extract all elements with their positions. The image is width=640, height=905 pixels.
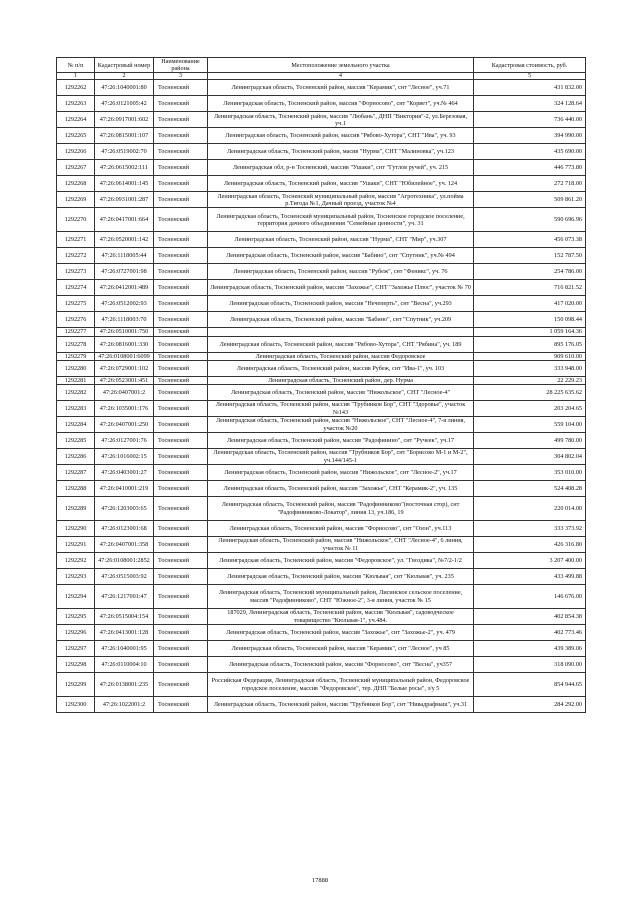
- district-cell: Тосненский: [154, 376, 208, 384]
- table-row: [57, 465, 586, 481]
- cadastral-number-cell: 47:26:0815001:107: [95, 128, 154, 144]
- district-cell: Тосненский: [154, 673, 208, 697]
- table-row: [57, 497, 586, 521]
- row-number-cell: 1292277: [57, 328, 95, 336]
- location-cell: Ленинградская область, Тосненский район, массив "Бабино", снт "Спутник", уч.№ 494: [208, 248, 474, 264]
- table-row: [57, 360, 586, 376]
- table-row: [57, 553, 586, 569]
- cadastral-number-cell: 47:26:1022001:2: [95, 697, 154, 713]
- row-number-cell: 1292294: [57, 585, 95, 609]
- cadastral-value-cell: 402 854.38: [474, 609, 586, 625]
- table-row: [57, 585, 586, 609]
- row-number-cell: 1292274: [57, 280, 95, 296]
- cadastral-number-cell: 47:26:0407001:2: [95, 385, 154, 401]
- table-row: [57, 449, 586, 465]
- cadastral-value-cell: 431 832.00: [474, 80, 586, 96]
- location-cell: Ленинградская область, Тосненский район, массив "Рябово-Хутора", СНТ "Рябина", уч. 189: [208, 336, 474, 352]
- cadastral-number-cell: 47:26:1118003:70: [95, 312, 154, 328]
- cadastral-value-cell: 284 292.00: [474, 697, 586, 713]
- cadastral-number-cell: 47:26:1016002:15: [95, 449, 154, 465]
- table-row: [57, 176, 586, 192]
- district-cell: Тосненский: [154, 417, 208, 433]
- row-number-cell: 1292263: [57, 96, 95, 112]
- cadastral-number-cell: 47:26:0520001:142: [95, 232, 154, 248]
- cadastral-value-cell: 220 014.00: [474, 497, 586, 521]
- row-number-cell: 1292265: [57, 128, 95, 144]
- table-row: [57, 697, 586, 713]
- district-cell: Тосненский: [154, 537, 208, 553]
- location-cell: 187029, Ленинградская область, Тосненский район, массив "Кюльвая", садоводческое товарищество "Кюльвая-1", уч.484.: [208, 609, 474, 625]
- location-cell: Ленинградская область, Тосненский район, массив "Нижольское", снт "Лесное-2", уч.17: [208, 465, 474, 481]
- cadastral-value-cell: 146 676.00: [474, 585, 586, 609]
- district-cell: Тосненский: [154, 697, 208, 713]
- header-row: [57, 58, 586, 73]
- district-cell: Тосненский: [154, 128, 208, 144]
- cadastral-number-cell: 47:26:0614001:145: [95, 176, 154, 192]
- location-cell: Ленинградская область, Тосненский район, массив "Нечеперть", снт "Весна", уч.293: [208, 296, 474, 312]
- location-cell: Ленинградская область, Тосненский район, массив "Рябово-Хутора", СНТ "Ива", уч. 93: [208, 128, 474, 144]
- table-row: [57, 569, 586, 585]
- table-row: [57, 673, 586, 697]
- row-number-cell: 1292280: [57, 360, 95, 376]
- cadastral-value-cell: 304 802.04: [474, 449, 586, 465]
- district-cell: Тосненский: [154, 80, 208, 96]
- cadastral-number-cell: 47:26:0413001:128: [95, 625, 154, 641]
- district-cell: Тосненский: [154, 176, 208, 192]
- table-row: [57, 96, 586, 112]
- table-row: [57, 128, 586, 144]
- cadastral-number-cell: 47:26:0108001:2852: [95, 553, 154, 569]
- location-cell: Ленинградская область, Тосненский муниципальный район, Лисинское сельское поселение, массив "Радофинниково", СНТ "Южное-2", 3-я линия, участок № 15: [208, 585, 474, 609]
- location-cell: Ленинградская область, Тосненский район, массив "Кюльвая", снт "Кюльвая", уч. 235: [208, 569, 474, 585]
- cadastral-number-cell: 47:26:0931001:287: [95, 192, 154, 208]
- cadastral-number-cell: 47:26:1035001:176: [95, 401, 154, 417]
- location-cell: Ленинградская область, Тосненский район, массив "Форносово", снт "Корвет", уч.№ 464: [208, 96, 474, 112]
- table-row: [57, 192, 586, 208]
- cadastral-value-cell: 272 718.00: [474, 176, 586, 192]
- district-cell: Тосненский: [154, 296, 208, 312]
- location-cell: Ленинградская область, Тосненский район, массив "Бабино", снт "Спутник", уч.209: [208, 312, 474, 328]
- row-number-cell: 1292272: [57, 248, 95, 264]
- row-number-cell: 1292293: [57, 569, 95, 585]
- table-row: [57, 112, 586, 128]
- district-cell: Тосненский: [154, 160, 208, 176]
- table-row: [57, 160, 586, 176]
- row-number-cell: 1292268: [57, 176, 95, 192]
- cadastral-number-cell: 47:26:1118005:44: [95, 248, 154, 264]
- location-cell: Ленинградская область, Тосненский район, массив "Трубников Бор", СНТ "Здоровье", участок №143: [208, 401, 474, 417]
- cadastral-number-cell: 47:26:0512002:93: [95, 296, 154, 312]
- cadastral-number-cell: 47:26:0515004:154: [95, 609, 154, 625]
- row-number-cell: 1292295: [57, 609, 95, 625]
- location-cell: Ленинградская область, Тосненский район, массив "Радофинино", снт "Ручеек", уч.17: [208, 433, 474, 449]
- header-cadastral-number: Кадастровый номер: [95, 58, 154, 73]
- header-location: Местоположение земельного участка: [208, 58, 474, 73]
- cadastral-value-cell: 22 229.23: [474, 376, 586, 384]
- district-cell: Тосненский: [154, 569, 208, 585]
- district-cell: Тосненский: [154, 385, 208, 401]
- column-index-row: [57, 73, 586, 80]
- row-number-cell: 1292262: [57, 80, 95, 96]
- row-number-cell: 1292287: [57, 465, 95, 481]
- location-cell: Ленинградская область, Тосненский район, массив "Ушаки", СНТ "Юбилейное", уч. 124: [208, 176, 474, 192]
- table-row: [57, 312, 586, 328]
- district-cell: Тосненский: [154, 192, 208, 208]
- district-cell: Тосненский: [154, 641, 208, 657]
- location-cell: [208, 328, 474, 336]
- cadastral-value-cell: 456 073.38: [474, 232, 586, 248]
- district-cell: Тосненский: [154, 433, 208, 449]
- cadastral-value-cell: 736 440.00: [474, 112, 586, 128]
- cadastral-table-container: [56, 57, 585, 713]
- row-number-cell: 1292289: [57, 497, 95, 521]
- district-cell: Тосненский: [154, 96, 208, 112]
- location-cell: Ленинградская область, Тосненский муниципальный район, Тосненское городское поселение, территория дачного объединения "Семейные ценности", уч. 31: [208, 208, 474, 232]
- row-number-cell: 1292282: [57, 385, 95, 401]
- cadastral-number-cell: 47:26:0403001:27: [95, 465, 154, 481]
- location-cell: Ленинградская область, Тосненский район, массив "Любань", ДНП "Виктория"-2, ул.Березовая, уч.1: [208, 112, 474, 128]
- row-number-cell: 1292275: [57, 296, 95, 312]
- column-index: 3: [154, 73, 208, 80]
- cadastral-value-cell: 254 786.00: [474, 264, 586, 280]
- cadastral-number-cell: 47:26:0110004:10: [95, 657, 154, 673]
- table-row: [57, 609, 586, 625]
- table-row: [57, 144, 586, 160]
- location-cell: Ленинградская область, Тосненский район, масив "Нурма", СНТ "Малиновка", уч.123: [208, 144, 474, 160]
- row-number-cell: 1292276: [57, 312, 95, 328]
- cadastral-number-cell: 47:26:0519002:70: [95, 144, 154, 160]
- location-cell: Ленинградская область, Тосненский район, массив "Керамик", снт "Лесное", уч.71: [208, 80, 474, 96]
- table-row: [57, 336, 586, 352]
- district-cell: Тосненский: [154, 112, 208, 128]
- location-cell: Ленинградская область, Тосненский район, массив "Захожье", СНТ "Захожье Плюс", участок № 70: [208, 280, 474, 296]
- cadastral-value-cell: 426 316.80: [474, 537, 586, 553]
- table-row: [57, 248, 586, 264]
- cadastral-value-cell: 333 948.00: [474, 360, 586, 376]
- table-row: [57, 625, 586, 641]
- column-index: 5: [474, 73, 586, 80]
- location-cell: Ленинградская область, Тосненский район, массив "Захожье", снт "Захожье-2", уч. 479: [208, 625, 474, 641]
- district-cell: Тосненский: [154, 328, 208, 336]
- table-row: [57, 641, 586, 657]
- table-row: [57, 376, 586, 384]
- cadastral-number-cell: 47:26:0917001:602: [95, 112, 154, 128]
- table-row: [57, 521, 586, 537]
- cadastral-number-cell: 47:26:1217001:47: [95, 585, 154, 609]
- table-row: [57, 280, 586, 296]
- district-cell: Тосненский: [154, 264, 208, 280]
- column-index: 4: [208, 73, 474, 80]
- district-cell: Тосненский: [154, 232, 208, 248]
- cadastral-value-cell: 509 861.20: [474, 192, 586, 208]
- cadastral-number-cell: 47:26:0121005:42: [95, 96, 154, 112]
- row-number-cell: 1292278: [57, 336, 95, 352]
- district-cell: Тосненский: [154, 248, 208, 264]
- cadastral-value-cell: 524 408.28: [474, 481, 586, 497]
- cadastral-value-cell: 353 010.00: [474, 465, 586, 481]
- page-number: 17888: [311, 877, 329, 884]
- location-cell: Ленинградская область, Тосненский район, массив "Федоровское", ул. "Гвоздика", №7/2-1/2: [208, 553, 474, 569]
- column-index: 2: [95, 73, 154, 80]
- location-cell: Ленинградская обл, р-н Тосненский, массив "Ушаки", снт "Гутлов ручей", уч. 215: [208, 160, 474, 176]
- row-number-cell: 1292264: [57, 112, 95, 128]
- district-cell: Тосненский: [154, 312, 208, 328]
- cadastral-number-cell: 47:26:0127001:76: [95, 433, 154, 449]
- cadastral-value-cell: 499 780.00: [474, 433, 586, 449]
- district-cell: Тосненский: [154, 481, 208, 497]
- cadastral-value-cell: 909 610.00: [474, 352, 586, 360]
- row-number-cell: 1292291: [57, 537, 95, 553]
- cadastral-number-cell: 47:26:0123001:68: [95, 521, 154, 537]
- cadastral-value-table: [56, 57, 586, 713]
- table-row: [57, 657, 586, 673]
- row-number-cell: 1292281: [57, 376, 95, 384]
- district-cell: Тосненский: [154, 609, 208, 625]
- district-cell: Тосненский: [154, 401, 208, 417]
- row-number-cell: 1292266: [57, 144, 95, 160]
- table-row: [57, 352, 586, 360]
- cadastral-number-cell: 47:26:1040001:95: [95, 641, 154, 657]
- district-cell: Тосненский: [154, 352, 208, 360]
- cadastral-value-cell: 318 090.00: [474, 657, 586, 673]
- cadastral-value-cell: 3 207 400.00: [474, 553, 586, 569]
- location-cell: Ленинградская область, Тосненский район, массив "Трубников Бор", снт "Борисово М-1 и М-2", уч.144/145-1: [208, 449, 474, 465]
- table-row: [57, 328, 586, 336]
- cadastral-number-cell: 47:26:0727001:98: [95, 264, 154, 280]
- row-number-cell: 1292285: [57, 433, 95, 449]
- cadastral-number-cell: 47:26:0816001:330: [95, 336, 154, 352]
- location-cell: Ленинградская область, Тосненский район, массив Рубеж, снт "Ива-1", уч. 103: [208, 360, 474, 376]
- district-cell: Тосненский: [154, 521, 208, 537]
- table-body: [57, 80, 586, 713]
- cadastral-value-cell: 559 104.00: [474, 417, 586, 433]
- cadastral-value-cell: 417 020.00: [474, 296, 586, 312]
- row-number-cell: 1292300: [57, 697, 95, 713]
- cadastral-value-cell: 394 990.00: [474, 128, 586, 144]
- table-row: [57, 433, 586, 449]
- cadastral-number-cell: 47:26:0410001:219: [95, 481, 154, 497]
- row-number-cell: 1292298: [57, 657, 95, 673]
- cadastral-value-cell: 854 944.65: [474, 673, 586, 697]
- row-number-cell: 1292270: [57, 208, 95, 232]
- cadastral-value-cell: 1 059 164.36: [474, 328, 586, 336]
- table-row: [57, 208, 586, 232]
- row-number-cell: 1292290: [57, 521, 95, 537]
- cadastral-value-cell: 203 204.65: [474, 401, 586, 417]
- location-cell: Ленинградская область, Тосненский район, массив "Форносово", снт "Весна", уч357: [208, 657, 474, 673]
- location-cell: Ленинградская область, Тосненский район, массив "Форносово", снт "Озон", уч.113: [208, 521, 474, 537]
- district-cell: Тосненский: [154, 625, 208, 641]
- location-cell: Ленинградская область, Тосненский район, массив "Радофинниково"(восточная стор), снт "Радофинниково-Локатор", линия 13, уч.186, 19: [208, 497, 474, 521]
- cadastral-value-cell: 895 176.05: [474, 336, 586, 352]
- cadastral-value-cell: 433 499.88: [474, 569, 586, 585]
- cadastral-number-cell: 47:26:0407001:358: [95, 537, 154, 553]
- location-cell: Ленинградская область, Тосненский район, массив "Трубников Бор", снт "Нивадрафмаш", уч.31: [208, 697, 474, 713]
- cadastral-value-cell: 590 696.96: [474, 208, 586, 232]
- cadastral-number-cell: 47:26:0138001:235: [95, 673, 154, 697]
- location-cell: Ленинградская область, Тосненский район, массив "Захожье", СНТ "Керамик-2", уч. 135: [208, 481, 474, 497]
- header-district: Наименование района: [154, 58, 208, 73]
- cadastral-value-cell: 435 690.00: [474, 144, 586, 160]
- table-row: [57, 481, 586, 497]
- district-cell: Тосненский: [154, 497, 208, 521]
- district-cell: Тосненский: [154, 585, 208, 609]
- row-number-cell: 1292296: [57, 625, 95, 641]
- location-cell: Ленинградская область, Тосненский район, массив "Нурма", СНТ "Мир", уч.307: [208, 232, 474, 248]
- cadastral-number-cell: 47:26:0412001:489: [95, 280, 154, 296]
- row-number-cell: 1292297: [57, 641, 95, 657]
- table-row: [57, 537, 586, 553]
- cadastral-value-cell: 150 098.44: [474, 312, 586, 328]
- location-cell: Ленинградская область, Тосненский район, массив "Керамик", снт "Лесное", уч 85: [208, 641, 474, 657]
- district-cell: Тосненский: [154, 657, 208, 673]
- row-number-cell: 1292269: [57, 192, 95, 208]
- row-number-cell: 1292267: [57, 160, 95, 176]
- district-cell: Тосненский: [154, 449, 208, 465]
- district-cell: Тосненский: [154, 336, 208, 352]
- table-row: [57, 401, 586, 417]
- row-number-cell: 1292283: [57, 401, 95, 417]
- table-row: [57, 80, 586, 96]
- table-row: [57, 296, 586, 312]
- row-number-cell: 1292286: [57, 449, 95, 465]
- location-cell: Ленинградская область, Тосненский район, массив Федоровское: [208, 352, 474, 360]
- cadastral-value-cell: 439 389.06: [474, 641, 586, 657]
- table-row: [57, 264, 586, 280]
- header-num: № п/п: [57, 58, 95, 73]
- row-number-cell: 1292288: [57, 481, 95, 497]
- cadastral-value-cell: 402 773.46: [474, 625, 586, 641]
- column-index: 1: [57, 73, 95, 80]
- district-cell: Тосненский: [154, 280, 208, 296]
- district-cell: Тосненский: [154, 465, 208, 481]
- row-number-cell: 1292271: [57, 232, 95, 248]
- cadastral-number-cell: 47:26:1203003:65: [95, 497, 154, 521]
- location-cell: Ленинградская область, Тосненский район, массив "Нижольское", СНТ "Лесное-4": [208, 385, 474, 401]
- cadastral-number-cell: 47:26:0108001:6099: [95, 352, 154, 360]
- location-cell: Ленинградская область, Тосненский муниципальный район, массив "Агротехника", ул.пойма р.Тигода №1, Дачный проезд, участок №4: [208, 192, 474, 208]
- row-number-cell: 1292279: [57, 352, 95, 360]
- location-cell: Ленинградская область, Тосненский район, массив "Рубеж", снт "Феникс", уч. 76: [208, 264, 474, 280]
- district-cell: Тосненский: [154, 360, 208, 376]
- cadastral-value-cell: 324 128.64: [474, 96, 586, 112]
- location-cell: Ленинградская область, Тосненский район, массив "Нижольское", СНТ "Лесное-4", 6 линия, участок № 11: [208, 537, 474, 553]
- district-cell: Тосненский: [154, 208, 208, 232]
- cadastral-number-cell: 47:26:0729001:102: [95, 360, 154, 376]
- row-number-cell: 1292273: [57, 264, 95, 280]
- cadastral-number-cell: 47:26:0515003:92: [95, 569, 154, 585]
- cadastral-number-cell: 47:26:0510001:750: [95, 328, 154, 336]
- district-cell: Тосненский: [154, 553, 208, 569]
- row-number-cell: 1292284: [57, 417, 95, 433]
- cadastral-value-cell: 333 373.92: [474, 521, 586, 537]
- location-cell: Ленинградская область, Тосненский район, дер. Нурма: [208, 376, 474, 384]
- district-cell: Тосненский: [154, 144, 208, 160]
- row-number-cell: 1292299: [57, 673, 95, 697]
- location-cell: Российская Федерация, Ленинградская область, Тосненский муниципальный район, Федоровское городское поселение, массив "Федоровское", тер. ДНП "Белые росы", з/у 5: [208, 673, 474, 697]
- header-cadastral-value: Кадастровая стоимость, руб.: [474, 58, 586, 73]
- cadastral-value-cell: 152 787.50: [474, 248, 586, 264]
- location-cell: Ленинградская область, Тосненский район, массив "Нижольское", СНТ "Лесное-4", 7-я линия, участок №20: [208, 417, 474, 433]
- cadastral-number-cell: 47:26:0523001:451: [95, 376, 154, 384]
- cadastral-number-cell: 47:26:0615002:111: [95, 160, 154, 176]
- cadastral-number-cell: 47:26:1040001:80: [95, 80, 154, 96]
- cadastral-value-cell: 28 225 635.62: [474, 385, 586, 401]
- table-row: [57, 385, 586, 401]
- cadastral-value-cell: 716 821.52: [474, 280, 586, 296]
- row-number-cell: 1292292: [57, 553, 95, 569]
- table-row: [57, 417, 586, 433]
- cadastral-number-cell: 47:26:0417001:664: [95, 208, 154, 232]
- cadastral-value-cell: 446 773.80: [474, 160, 586, 176]
- cadastral-number-cell: 47:26:0407001:250: [95, 417, 154, 433]
- table-row: [57, 232, 586, 248]
